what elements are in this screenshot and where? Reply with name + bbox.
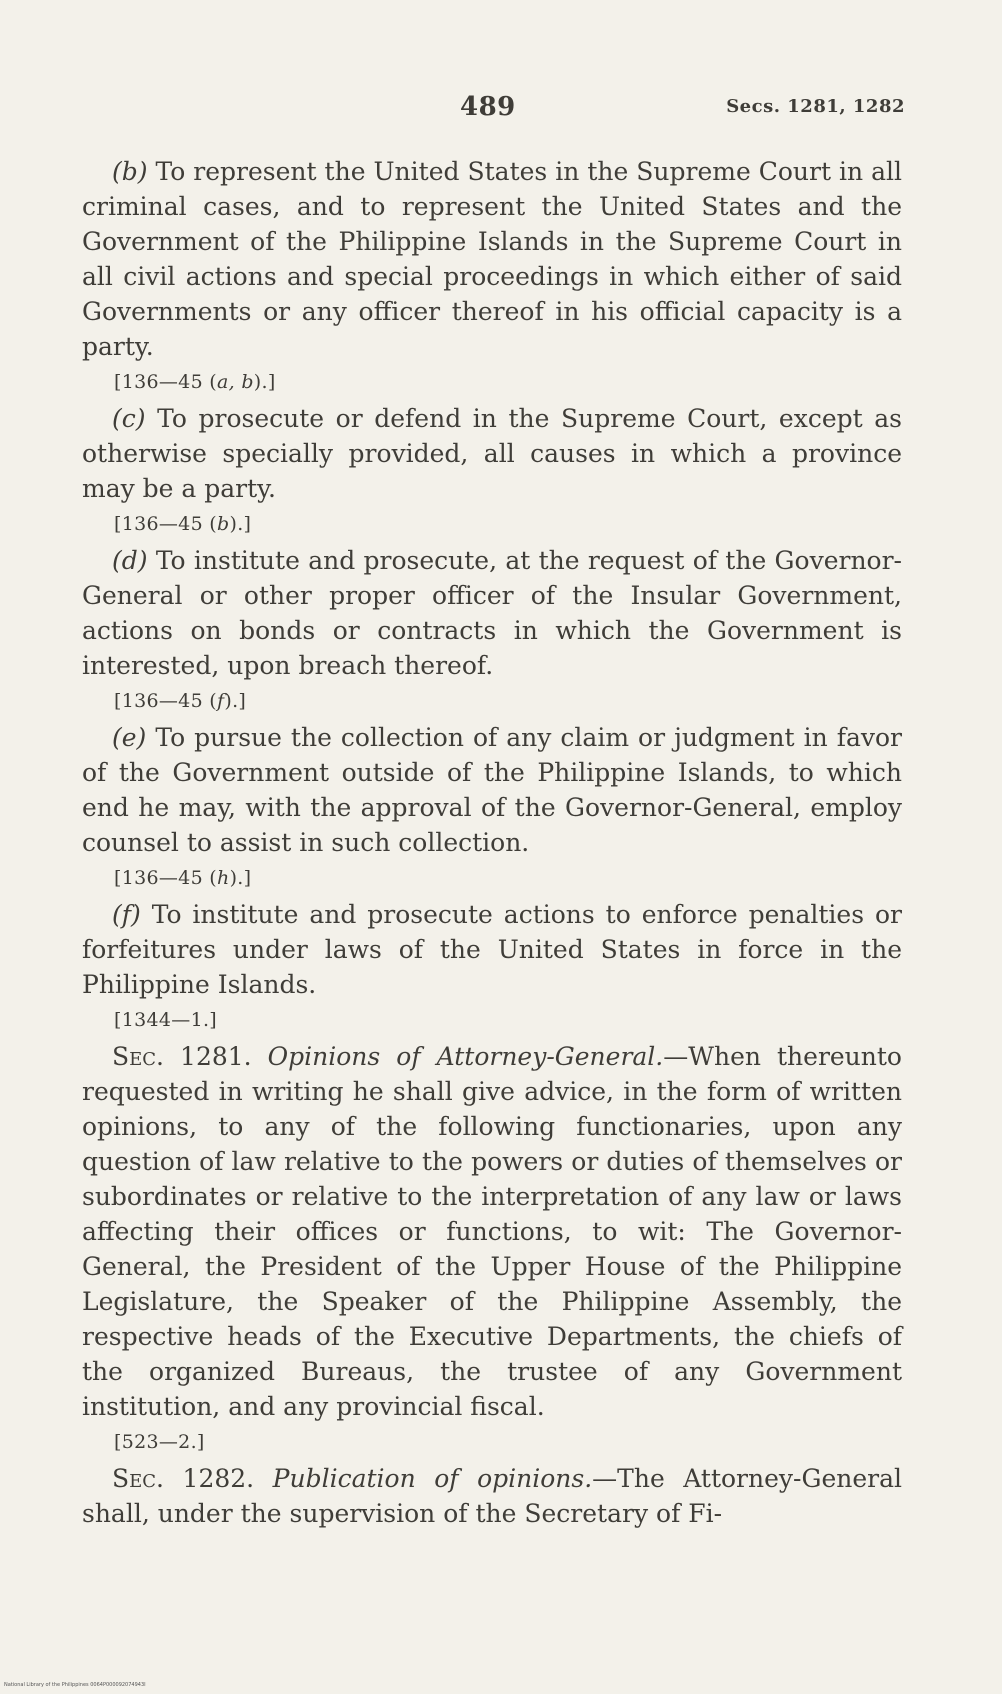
paragraph-d-marker: (d) [112,546,148,575]
paragraph-f [82,897,902,1002]
citation-e-open: [136—45 ( [114,867,218,889]
citation-e [114,864,902,892]
section-1281-title: Opinions of Attorney-General. [267,1042,664,1071]
citation-f: [1344—1.] [114,1009,218,1031]
citation-c-close: ).] [229,513,252,535]
paragraph-e-marker: (e) [112,723,147,752]
section-1282-title: Publication of opinions. [272,1464,593,1493]
section-1282-text: —The Attorney-General shall, under the supervision of the Secretary of Fi- [82,1464,902,1528]
scan-footer: National Library of the Philippines 0064P000092074943I [4,1682,146,1688]
citation-e-italic: h [217,867,230,889]
section-1282-label: Sec. [112,1464,164,1493]
citation-b-close: ).] [253,371,276,393]
paragraph-e-text: To pursue the collection of any claim or judgment in favor of the Government outside of the Philippine Islands, to which end he may, with the approval of the Governor-General, employ counsel to assist in such collection. [82,723,902,857]
citation-d [114,687,902,715]
citation-c-open: [136—45 ( [114,513,218,535]
section-1282 [82,1461,902,1531]
section-1281-text: —When thereunto requested in writing he shall give advice, in the form of written opinions, to any of the following functionaries, upon any question of law relative to the powers or duties of themselves or subordinates or relative to the interpretation of any law or laws affecting their offices or functions, to wit: The Governor-General, the President of the Upper House of the Philippine Legislature, the Speaker of the Philippine Assembly, the respective heads of the Executive Departments, the chiefs of the organized Bureaus, the trustee of any Government institution, and any provincial fiscal. [82,1042,902,1421]
paragraph-f-text: To institute and prosecute actions to enforce penalties or forfeitures under laws of the United States in force in the Philippine Islands. [82,900,902,999]
paragraph-b-text: To represent the United States in the Supreme Court in all criminal cases, and to represent the United States and the Government of the Philippine Islands in the Supreme Court in all civil actions and special proceedings in which either of said Governments or any officer thereof in his official capacity is a party. [82,157,902,361]
citation-b-open: [136—45 ( [114,371,218,393]
citation-d-close: ).] [224,690,247,712]
section-1281-label: Sec. [112,1042,164,1071]
citation-c-italic: b [217,513,230,535]
citation-c [114,510,902,538]
paragraph-c [82,401,902,506]
section-1281 [82,1039,902,1424]
paragraph-d [82,543,902,683]
citation-e-close: ).] [229,867,252,889]
section-1281-number: 1281. [164,1042,268,1071]
citation-b-italic: a, b [217,371,254,393]
paragraph-c-text: To prosecute or defend in the Supreme Court, except as otherwise specially provided, all causes in which a province may be a party. [82,404,902,503]
section-1282-number: 1282. [164,1464,273,1493]
paragraph-e [82,720,902,860]
page-number: 489 [460,92,516,122]
body-text [82,154,902,1531]
paragraph-d-text: To institute and prosecute, at the request of the Governor-General or other proper officer of the Insular Government, actions on bonds or contracts in which the Government is interested, upon breach thereof. [82,546,902,680]
paragraph-f-marker: (f) [112,900,141,929]
running-head: Secs. 1281, 1282 [726,96,905,117]
paragraph-c-marker: (c) [112,404,146,433]
citation-d-italic: f [217,690,225,712]
paragraph-b [82,154,902,364]
page-header [80,92,905,126]
citation-b [114,368,902,396]
citation-1281: [523—2.] [114,1431,205,1453]
paragraph-b-marker: (b) [112,157,148,186]
citation-d-open: [136—45 ( [114,690,218,712]
